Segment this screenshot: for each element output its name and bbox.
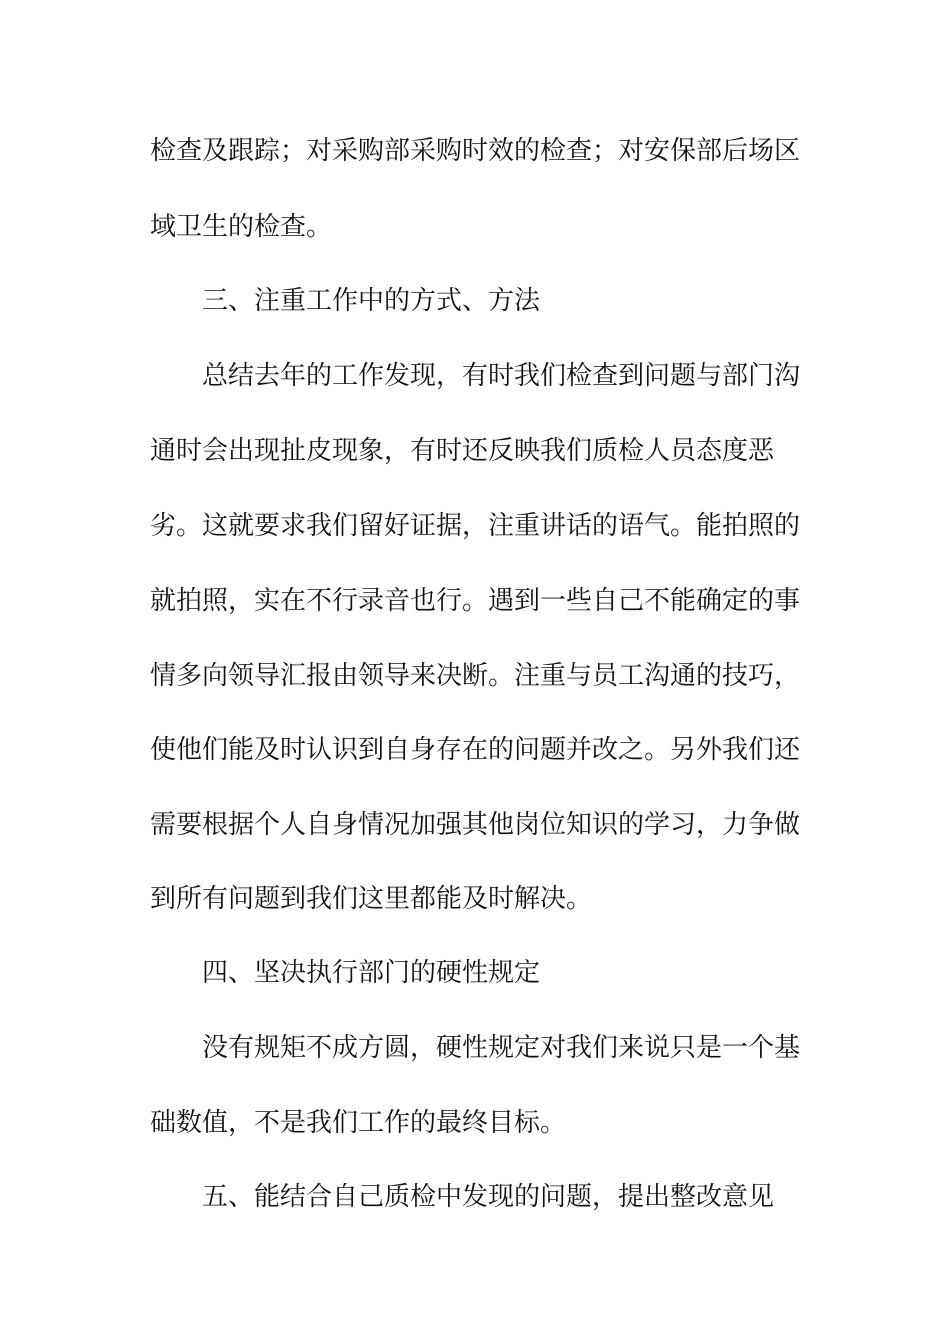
- body-text-line: 劣。这就要求我们留好证据，注重讲话的语气。能拍照的: [150, 511, 800, 541]
- body-text-line: 到所有问题到我们这里都能及时解决。: [150, 884, 593, 914]
- body-text-line: 通时会出现扯皮现象，有时还反映我们质检人员态度恶: [150, 436, 775, 466]
- paragraph-first-line: 总结去年的工作发现，有时我们检查到问题与部门沟: [202, 361, 800, 391]
- section-heading: 三、注重工作中的方式、方法: [202, 286, 541, 316]
- body-text-line: 使他们能及时认识到自身存在的问题并改之。另外我们还: [150, 735, 800, 765]
- section-heading: 四、坚决执行部门的硬性规定: [202, 958, 541, 988]
- body-text-line: 情多向领导汇报由领导来决断。注重与员工沟通的技巧，: [150, 661, 800, 691]
- body-text-line: 检查及跟踪；对采购部采购时效的检查；对安保部后场区: [150, 136, 800, 166]
- section-heading: 五、能结合自己质检中发现的问题，提出整改意见: [202, 1182, 775, 1212]
- body-text-line: 础数值，不是我们工作的最终目标。: [150, 1108, 567, 1138]
- paragraph-first-line: 没有规矩不成方圆，硬性规定对我们来说只是一个基: [202, 1033, 800, 1063]
- body-text-line: 就拍照，实在不行录音也行。遇到一些自己不能确定的事: [150, 586, 800, 616]
- body-text-line: 域卫生的检查。: [150, 212, 333, 242]
- body-text-line: 需要根据个人自身情况加强其他岗位知识的学习，力争做: [150, 810, 800, 840]
